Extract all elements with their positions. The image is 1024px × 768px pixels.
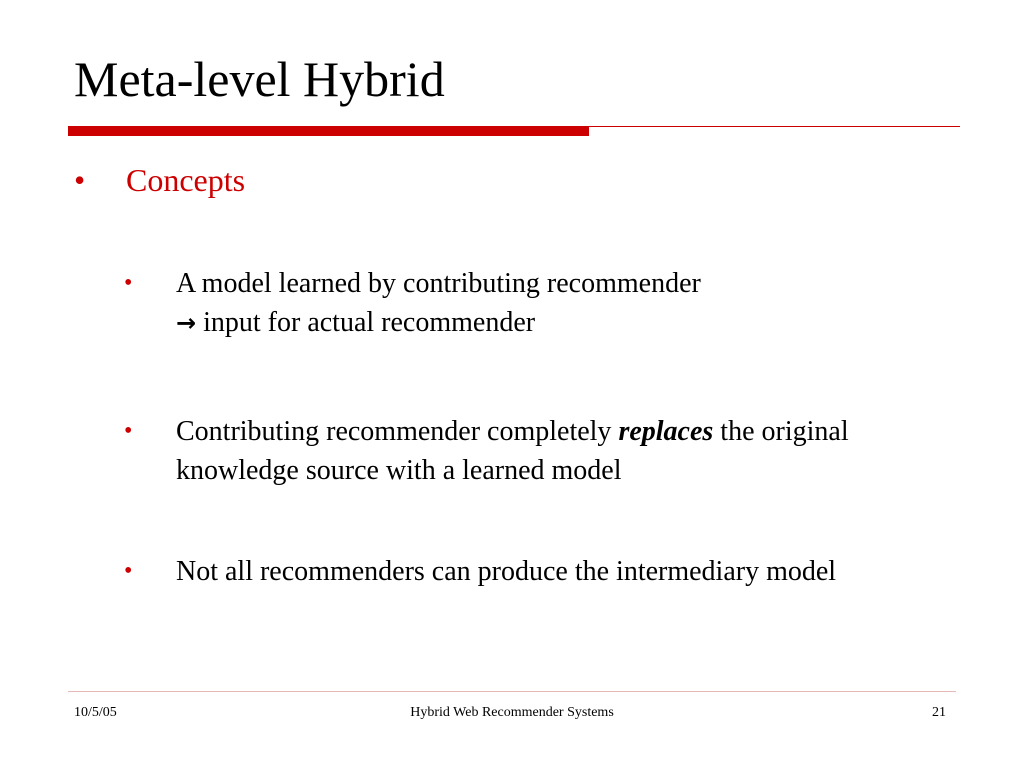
arrow-right-icon: → (176, 309, 197, 337)
sub-bullet-text-after: the original knowledge source with a learned model (176, 416, 849, 486)
bullet-text: Concepts (126, 162, 246, 198)
sub-bullet-line (176, 303, 914, 343)
sub-bullet-marker: • (124, 418, 133, 444)
sub-bullet-text-before: Contributing recommender completely (176, 416, 612, 447)
sub-bullet-not-all (124, 552, 914, 591)
sub-bullet-line: A model learned by contributing recommender (176, 268, 701, 299)
title-underline-thick (68, 126, 589, 136)
bullet-marker: • (74, 162, 86, 198)
sub-bullet-text: Not all recommenders can produce the intermediary model (176, 556, 837, 587)
footer-divider (68, 691, 956, 692)
footer-date: 10/5/05 (74, 705, 117, 720)
sub-bullet-model-learned (124, 264, 914, 343)
emphasized-word: replaces (618, 416, 714, 447)
sub-bullet-text (176, 412, 914, 490)
sub-bullet-marker: • (124, 558, 133, 584)
footer-title: Hybrid Web Recommender Systems (410, 705, 614, 720)
sub-bullet-marker: • (124, 270, 133, 296)
slide-title: Meta-level Hybrid (74, 51, 445, 107)
sub-bullet-text (176, 264, 914, 343)
sub-bullet-replaces (124, 412, 914, 490)
footer-page-number: 21 (932, 705, 946, 720)
sub-bullet-line-text: input for actual recommender (203, 307, 536, 338)
title-underline-thin (589, 126, 960, 127)
